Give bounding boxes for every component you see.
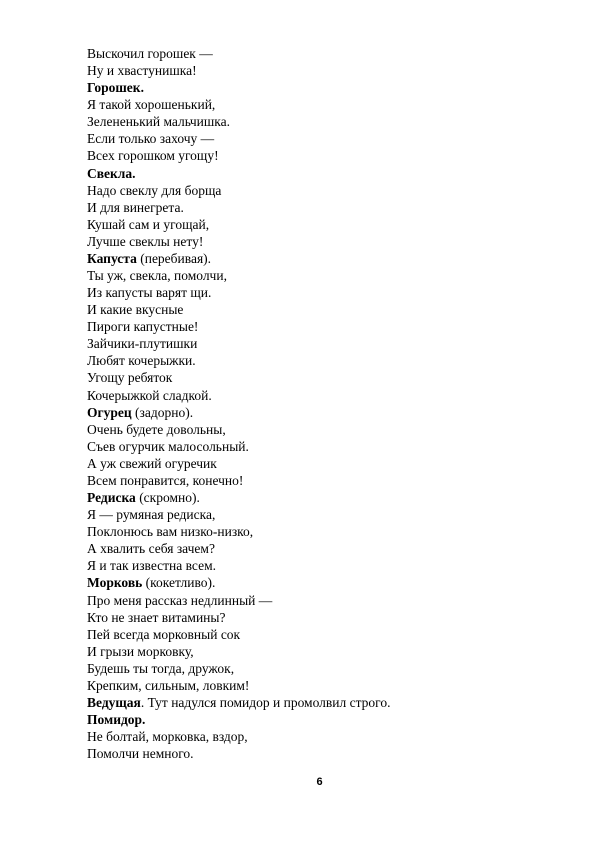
speaker-name: Ведущая — [87, 694, 141, 710]
verse-text: А хвалить себя зачем? — [87, 541, 215, 557]
stage-direction: (перебивая). — [136, 250, 212, 266]
verse-line — [87, 592, 547, 609]
stage-direction: (кокетливо). — [142, 575, 216, 591]
verse-text: Зайчики-плутишки — [87, 336, 198, 352]
verse-line — [87, 267, 547, 284]
verse-text: Крепким, сильным, ловким! — [87, 677, 250, 693]
speaker-line — [87, 165, 547, 182]
speaker-name: Капуста — [87, 250, 137, 266]
speaker-line — [87, 489, 547, 506]
speaker-name: Редиска — [87, 490, 136, 506]
speaker-name: Морковь — [87, 575, 143, 591]
verse-text: И грызи морковку, — [87, 643, 194, 659]
verse-text: И для винегрета. — [87, 199, 184, 215]
verse-line — [87, 130, 547, 147]
verse-text: Угощу ребяток — [87, 370, 173, 386]
speaker-name: Огурец — [87, 404, 132, 420]
verse-line — [87, 335, 547, 352]
verse-line — [87, 421, 547, 438]
verse-text: Ты уж, свекла, помолчи, — [87, 268, 227, 284]
speaker-name: Свекла. — [87, 165, 136, 181]
speaker-name: Горошек. — [87, 80, 144, 96]
speaker-line — [87, 694, 547, 711]
verse-text: Зелененький мальчишка. — [87, 114, 231, 130]
speaker-line — [87, 711, 547, 728]
stage-direction: (задорно). — [131, 404, 194, 420]
verse-line — [87, 506, 547, 523]
verse-text: Помолчи немного. — [87, 746, 194, 762]
verse-text: Съев огурчик малосольный. — [87, 438, 249, 454]
verse-text: Очень будете довольны, — [87, 421, 226, 437]
verse-text: И какие вкусные — [87, 302, 184, 318]
speaker-line — [87, 574, 547, 591]
verse-text: Если только захочу — — [87, 131, 215, 147]
verse-line — [87, 387, 547, 404]
speaker-name: Помидор. — [87, 712, 146, 728]
verse-line — [87, 609, 547, 626]
verse-text: Ну и хвастунишка! — [87, 63, 197, 79]
verse-text: Всем понравится, конечно! — [87, 472, 244, 488]
speaker-line — [87, 404, 547, 421]
verse-line — [87, 660, 547, 677]
verse-line — [87, 523, 547, 540]
verse-text: Всех горошком угощу! — [87, 148, 219, 164]
verse-line — [87, 318, 547, 335]
verse-line — [87, 677, 547, 694]
verse-text: Будешь ты тогда, дружок, — [87, 660, 235, 676]
verse-line — [87, 626, 547, 643]
verse-line — [87, 745, 547, 762]
verse-line — [87, 557, 547, 574]
verse-line — [87, 216, 547, 233]
verse-line — [87, 352, 547, 369]
verse-text: Поклонюсь вам низко-низко, — [87, 524, 254, 540]
verse-line — [87, 96, 547, 113]
verse-text: Я — румяная редиска, — [87, 507, 216, 523]
verse-line — [87, 45, 547, 62]
verse-line — [87, 113, 547, 130]
verse-line — [87, 455, 547, 472]
verse-text: Из капусты варят щи. — [87, 285, 212, 301]
verse-line — [87, 301, 547, 318]
verse-line — [87, 182, 547, 199]
speaker-line — [87, 79, 547, 96]
verse-line — [87, 199, 547, 216]
speaker-line — [87, 250, 547, 267]
verse-text: Выскочил горошек — — [87, 46, 213, 61]
verse-text: Я такой хорошенький, — [87, 97, 216, 113]
verse-line — [87, 62, 547, 79]
verse-line — [87, 438, 547, 455]
stage-direction: (скромно). — [135, 490, 200, 506]
poem-text — [87, 45, 547, 762]
verse-line — [87, 540, 547, 557]
verse-line — [87, 728, 547, 745]
verse-line — [87, 369, 547, 386]
verse-text: Пироги капустные! — [87, 319, 199, 335]
stage-direction: . Тут надулся помидор и промолвил строго. — [140, 694, 391, 710]
verse-text: Кушай сам и угощай, — [87, 216, 210, 232]
verse-line — [87, 472, 547, 489]
verse-line — [87, 147, 547, 164]
verse-line — [87, 643, 547, 660]
verse-line — [87, 284, 547, 301]
verse-text: Про меня рассказ недлинный — — [87, 592, 273, 608]
verse-text: Не болтай, морковка, вздор, — [87, 729, 248, 745]
verse-text: Любят кочерыжки. — [87, 353, 196, 369]
verse-text: Кто не знает витамины? — [87, 609, 226, 625]
verse-text: Кочерыжкой сладкой. — [87, 387, 212, 403]
verse-text: А уж свежий огуречик — [87, 455, 217, 471]
verse-text: Пей всегда морковный сок — [87, 626, 241, 642]
verse-text: Лучше свеклы нету! — [87, 233, 204, 249]
verse-text: Я и так известна всем. — [87, 558, 216, 574]
page-number: 6 — [316, 776, 323, 788]
verse-line — [87, 233, 547, 250]
verse-text: Надо свеклу для борща — [87, 182, 222, 198]
